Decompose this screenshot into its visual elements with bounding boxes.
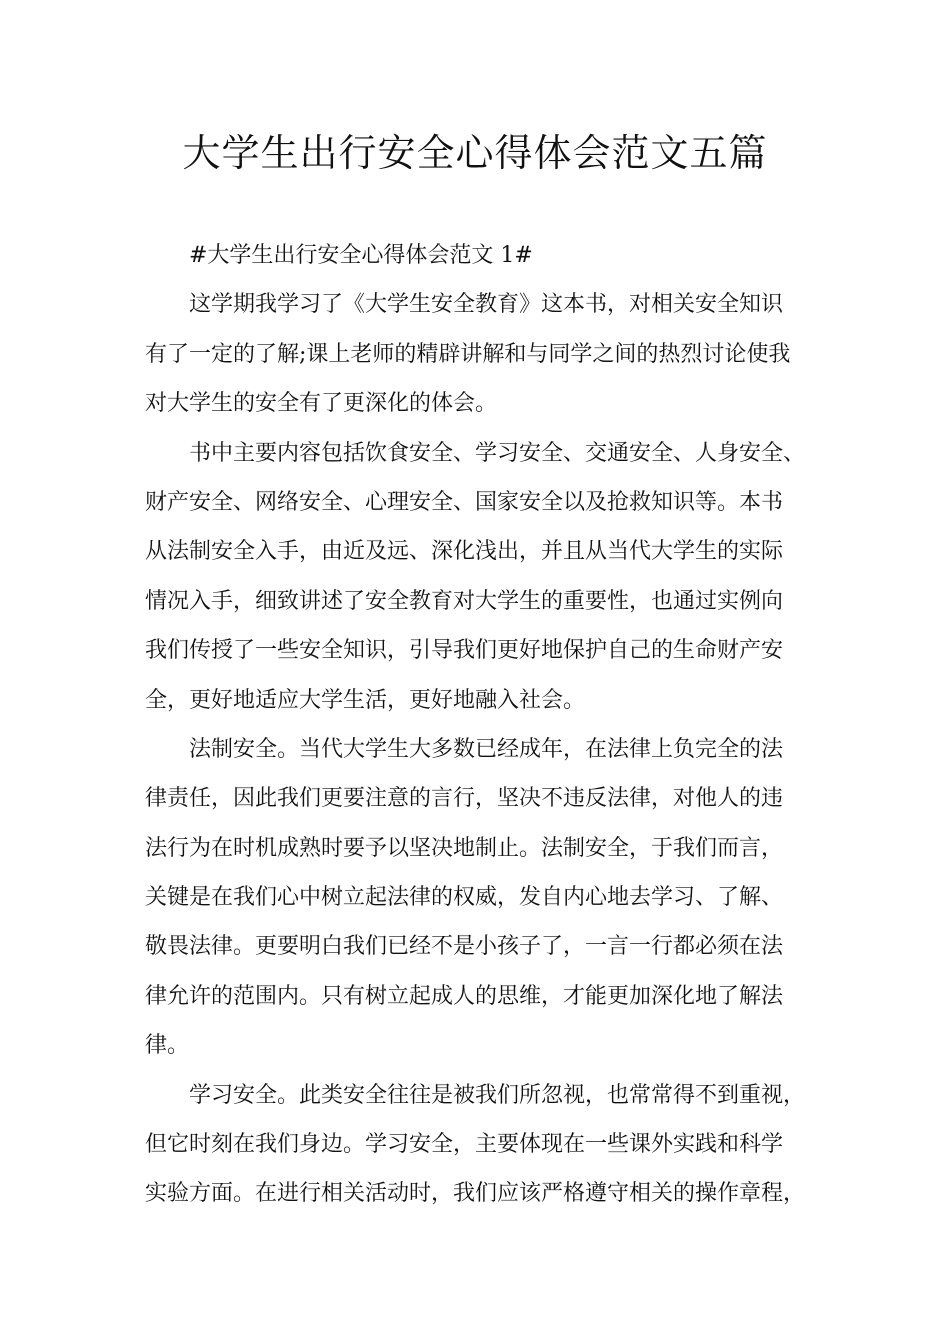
text-line: 这学期我学习了《大学生安全教育》这本书，对相关安全知识 <box>189 292 784 318</box>
document-body <box>145 231 825 1219</box>
text-line: 实验方面。在进行相关活动时，我们应该严格遵守相关的操作章程， <box>145 1181 806 1207</box>
text-line: 法行为在时机成熟时要予以坚决地制止。法制安全，于我们而言， <box>145 835 784 861</box>
section-heading: #大学生出行安全心得体会范文 1# <box>189 243 533 268</box>
text-line: 书中主要内容包括饮食安全、学习安全、交通安全、人身安全、 <box>189 440 806 466</box>
text-line: 法制安全。当代大学生大多数已经成年，在法律上负完全的法 <box>189 736 784 762</box>
text-line: 有了一定的了解;课上老师的精辟讲解和与同学之间的热烈讨论使我 <box>145 341 791 367</box>
text-line: 关键是在我们心中树立起法律的权威，发自内心地去学习、了解、 <box>145 885 784 911</box>
text-line: 律责任，因此我们更要注意的言行，坚决不违反法律，对他人的违 <box>145 786 784 812</box>
text-line: 学习安全。此类安全往往是被我们所忽视，也常常得不到重视， <box>189 1082 806 1108</box>
text-line: 情况入手，细致讲述了安全教育对大学生的重要性，也通过实例向 <box>145 588 784 614</box>
text-line: 从法制安全入手，由近及远、深化浅出，并且从当代大学生的实际 <box>145 539 784 565</box>
text-line: 财产安全、网络安全、心理安全、国家安全以及抢救知识等。本书 <box>145 489 784 515</box>
text-line: 对大学生的安全有了更深化的体会。 <box>145 391 498 417</box>
text-line: 但它时刻在我们身边。学习安全，主要体现在一些课外实践和科学 <box>145 1132 784 1158</box>
text-line: 敬畏法律。更要明白我们已经不是小孩子了，一言一行都必须在法 <box>145 934 784 960</box>
text-line: 律。 <box>145 1033 190 1059</box>
text-line: 全，更好地适应大学生活，更好地融入社会。 <box>145 687 586 713</box>
text-line: 我们传授了一些安全知识，引导我们更好地保护自己的生命财产安 <box>145 638 784 664</box>
text-line: 律允许的范围内。只有树立起成人的思维，才能更加深化地了解法 <box>145 983 784 1009</box>
document-title: 大学生出行安全心得体会范文五篇 <box>182 131 768 175</box>
